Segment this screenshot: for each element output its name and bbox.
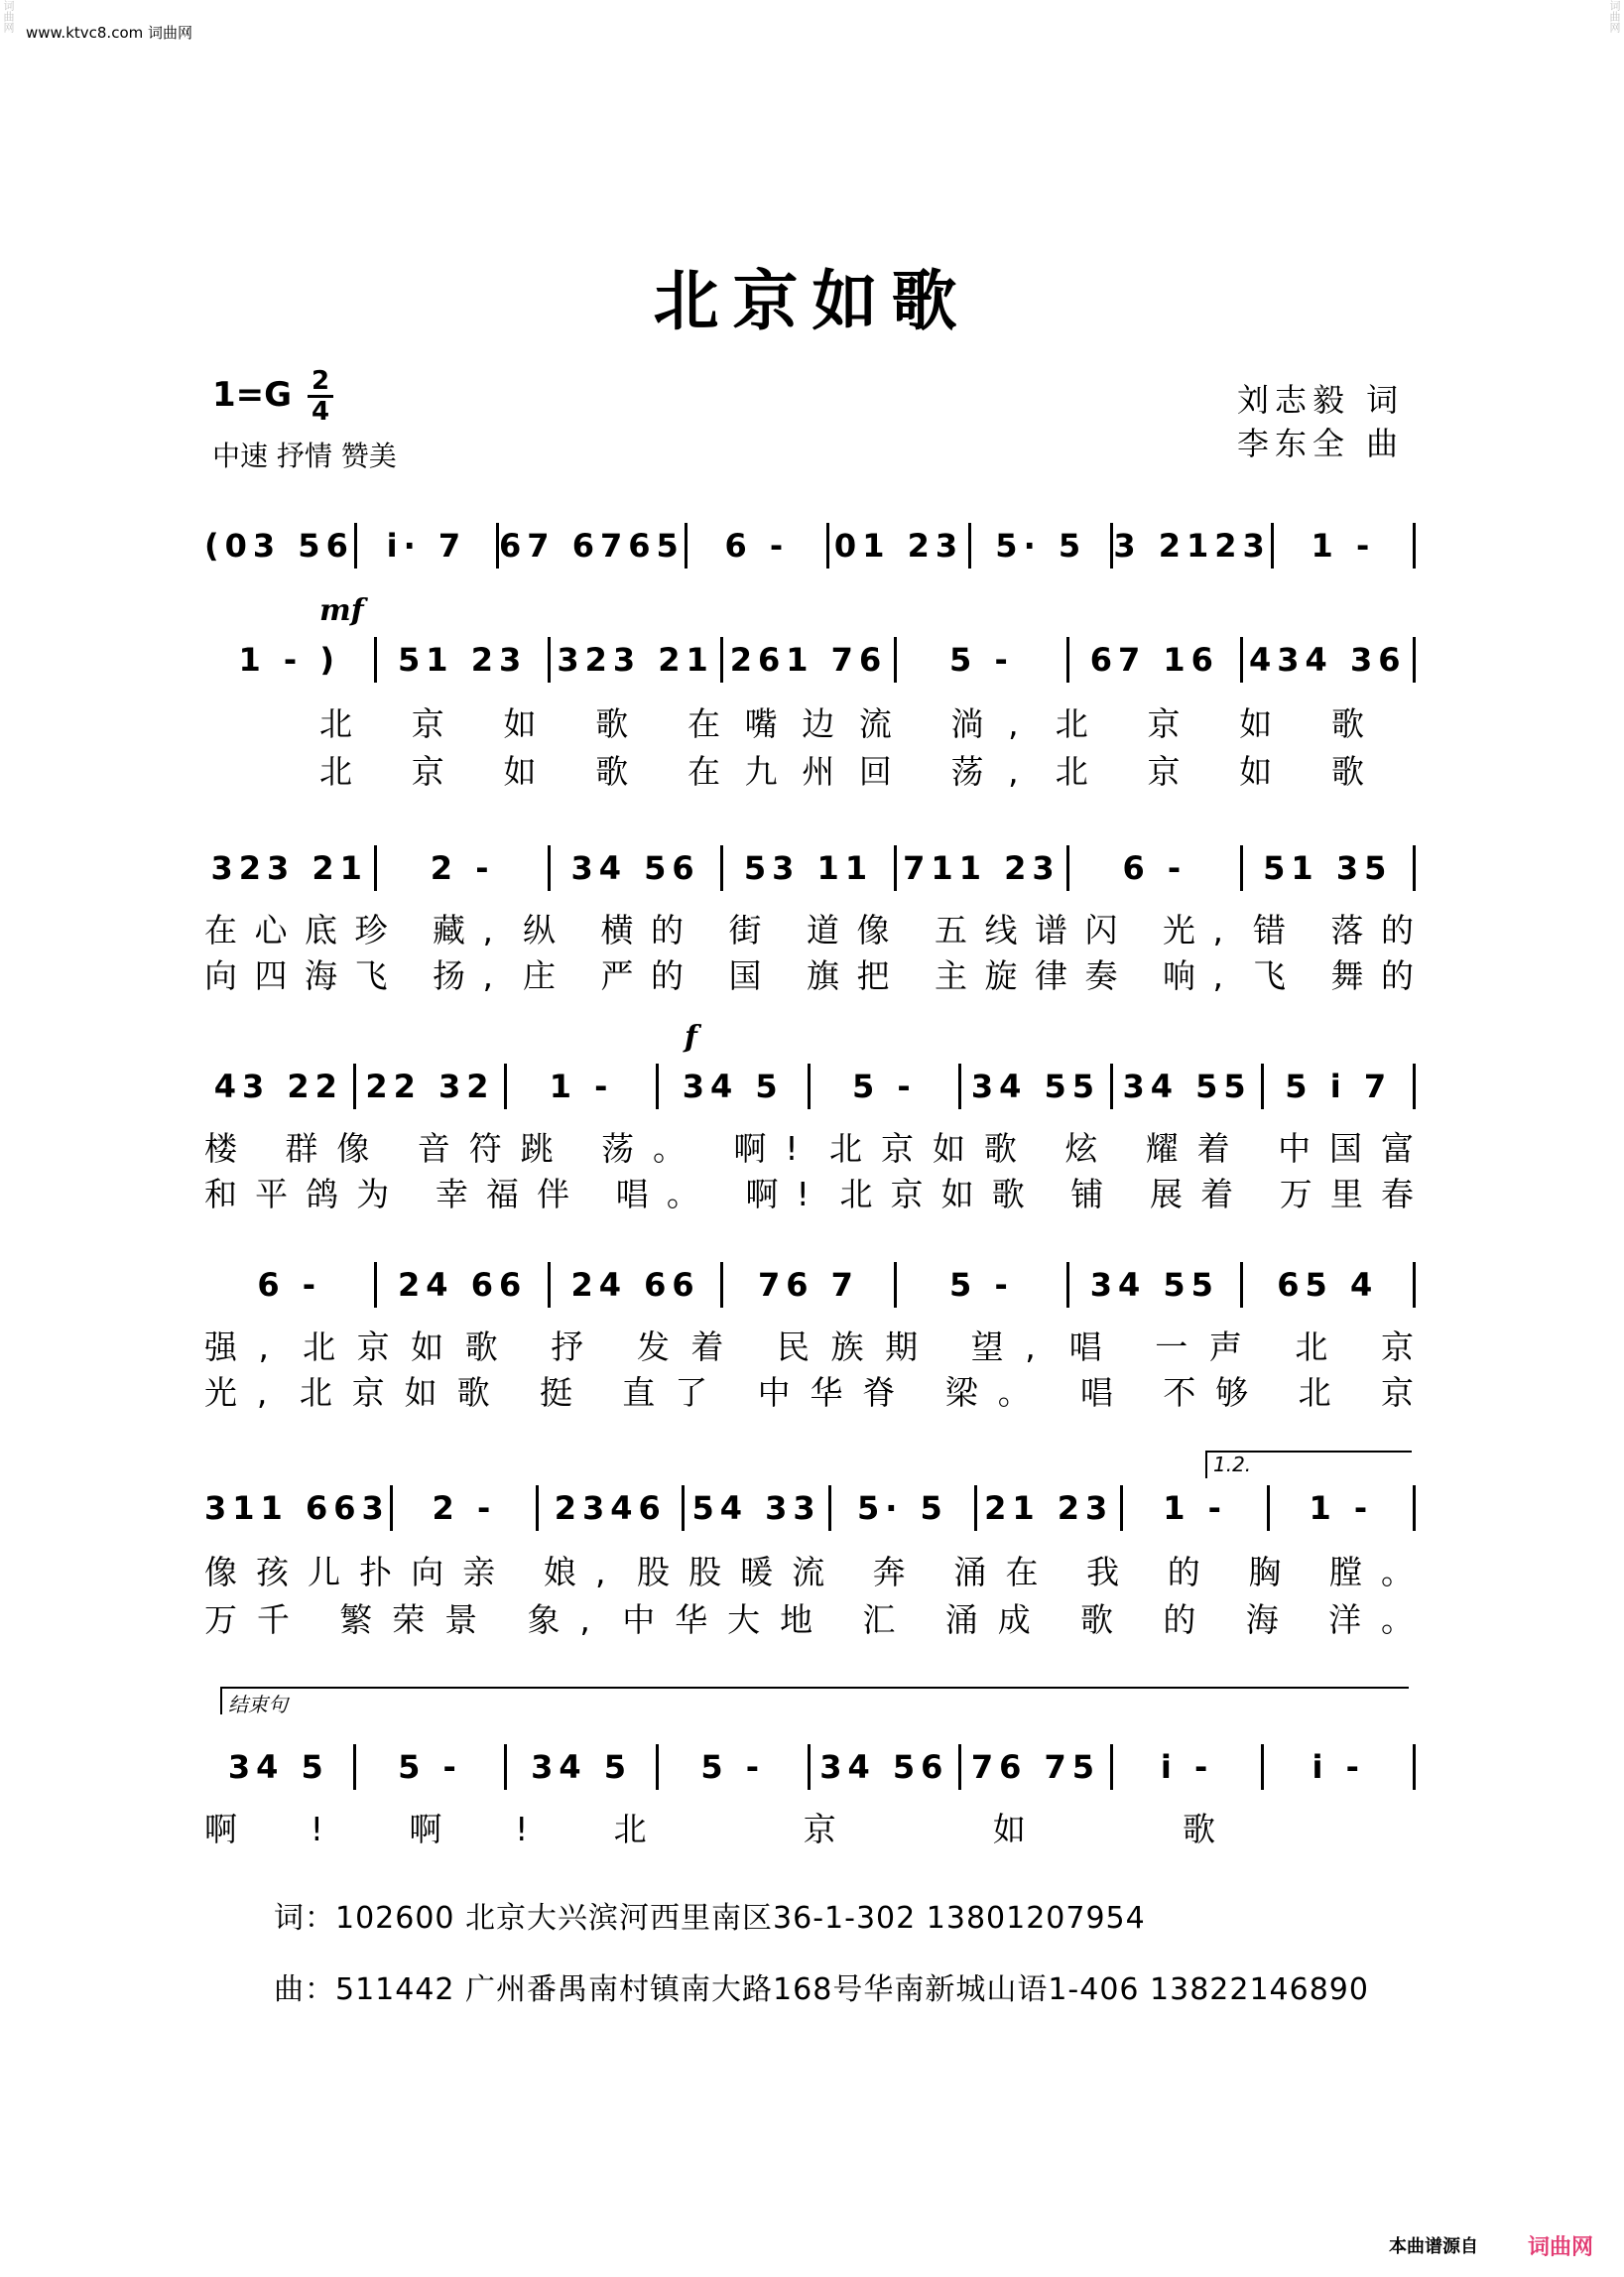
lyrics-verse-2: 万千 繁荣景 象, 中华大地 汇 涌成 歌 的 海 洋。 (204, 1600, 1416, 1639)
footer-source: 本曲谱源自 (1389, 2236, 1478, 2257)
measure: 5 - (356, 1744, 508, 1790)
lyricist-contact: 词：102600 北京大兴滨河西里南区36-1-302 13801207954 (274, 1901, 1146, 1936)
time-sig-top: 2 (311, 366, 330, 396)
measure: 34 56 (551, 845, 723, 891)
measure: 1 - (1311, 527, 1376, 565)
measure: 2346 (539, 1485, 685, 1531)
dynamic-f: f (685, 1020, 697, 1055)
lyrics-verse-2: 光, 北京如歌 挺 直了 中华脊 梁。 唱 不够 北 京 (204, 1373, 1416, 1412)
measure: 22 32 (356, 1064, 508, 1109)
notes-row (204, 1485, 1416, 1531)
measure: 51 35 (1263, 849, 1393, 887)
time-signature (308, 366, 333, 427)
key-signature: 1=G (212, 375, 293, 415)
measure: 34 5 (659, 1064, 811, 1109)
measure: 5 - (897, 1262, 1069, 1308)
measure: 5 - (897, 637, 1069, 683)
dynamic-mf: mf (319, 593, 364, 628)
page-title: 北京如歌 (653, 262, 971, 339)
measure: 53 11 (723, 845, 896, 891)
time-sig-bottom: 4 (311, 397, 330, 427)
lyricist-credit: 刘志毅 词 (1237, 381, 1405, 419)
composer-contact: 曲：511442 广州番禺南村镇南大路168号华南新城山语1-406 13822146890 (274, 1972, 1369, 2007)
measure: 54 33 (685, 1485, 830, 1531)
watermark-text: 词曲网 (2, 0, 15, 33)
measure: 21 23 (977, 1485, 1123, 1531)
measure: 43 22 (204, 1064, 356, 1109)
notes-row (204, 523, 1416, 569)
measure: 6 - (204, 1262, 377, 1308)
footer-brand-link[interactable]: 词曲网 (1528, 2235, 1594, 2260)
measure: i· 7 (357, 523, 499, 569)
measure: 67 6765 (499, 523, 687, 569)
measure: 34 55 (1069, 1262, 1242, 1308)
measure: 323 21 (551, 637, 723, 683)
measure: 34 56 (811, 1744, 962, 1790)
measure: 5 i 7 (1285, 1068, 1393, 1105)
notes-row (204, 1744, 1416, 1790)
notes-row (204, 1262, 1416, 1308)
measure: 1 - ) (204, 637, 377, 683)
measure: 323 21 (204, 845, 377, 891)
measure: 24 66 (551, 1262, 723, 1308)
measure: 5 - (811, 1064, 962, 1109)
measure: 34 55 (961, 1064, 1113, 1109)
tempo-marking: 中速 抒情 赞美 (212, 440, 397, 472)
measure: 311 663 (204, 1485, 393, 1531)
measure: 261 76 (723, 637, 896, 683)
measure: i - (1113, 1744, 1265, 1790)
measure: 5· 5 (971, 523, 1113, 569)
measure: 1 - (1309, 1489, 1374, 1527)
measure: 2 - (393, 1485, 539, 1531)
measure: 76 7 (723, 1262, 896, 1308)
measure: (03 56 (204, 523, 357, 569)
volta-bracket: 1.2. (1205, 1451, 1412, 1478)
lyrics-verse-2: 和平鸽为 幸福伴 唱。 啊! 北京如歌 铺 展着 万里春 (204, 1175, 1416, 1213)
lyrics-verse-1: 在心底珍 藏, 纵 横的 街 道像 五线谱闪 光, 错 落的 (204, 911, 1416, 949)
measure: 24 66 (377, 1262, 550, 1308)
measure: 2 - (377, 845, 550, 891)
measure: 5· 5 (831, 1485, 977, 1531)
measure: 711 23 (897, 845, 1069, 891)
measure: 434 36 (1249, 641, 1407, 679)
measure: 34 5 (507, 1744, 659, 1790)
measure: 01 23 (829, 523, 971, 569)
lyrics-verse-1: 啊! 啊! 北 京 如 歌 (204, 1810, 1217, 1848)
measure: 34 5 (204, 1744, 356, 1790)
ending-bracket: 结束句 (220, 1687, 1409, 1714)
measure: 6 - (1069, 845, 1242, 891)
measure: 1 - (507, 1064, 659, 1109)
measure: 51 23 (377, 637, 550, 683)
measure: 3 2123 (1113, 523, 1273, 569)
lyrics-verse-1: 北 京 如 歌 在嘴边流 淌, 北 京 如 歌 (319, 704, 1366, 743)
measure: 65 4 (1277, 1266, 1379, 1304)
measure: 34 55 (1113, 1064, 1265, 1109)
notes-row (204, 845, 1416, 891)
lyrics-verse-1: 强, 北京如歌 抒 发着 民族期 望, 唱 一声 北 京 (204, 1328, 1416, 1366)
lyrics-verse-2: 向四海飞 扬, 庄 严的 国 旗把 主旋律奏 响, 飞 舞的 (204, 956, 1416, 995)
measure: 5 - (659, 1744, 811, 1790)
site-header: www.ktvc8.com 词曲网 (26, 24, 193, 42)
measure: 76 75 (961, 1744, 1113, 1790)
lyrics-verse-1: 像孩儿扑向亲 娘, 股股暖流 奔 涌在 我 的 胸 膛。 (204, 1553, 1416, 1591)
measure: 6 - (687, 523, 829, 569)
notes-row (204, 637, 1416, 683)
measure: 1 - (1123, 1485, 1269, 1531)
watermark-text: 词曲网 (1608, 0, 1621, 33)
composer-credit: 李东全 曲 (1237, 425, 1405, 462)
lyrics-verse-2: 北 京 如 歌 在九州回 荡, 北 京 如 歌 (319, 752, 1366, 791)
measure: 67 16 (1069, 637, 1242, 683)
lyrics-verse-1: 楼 群像 音符跳 荡。 啊! 北京如歌 炫 耀着 中国富 (204, 1129, 1416, 1168)
measure: i - (1312, 1748, 1365, 1786)
notes-row (204, 1064, 1416, 1109)
